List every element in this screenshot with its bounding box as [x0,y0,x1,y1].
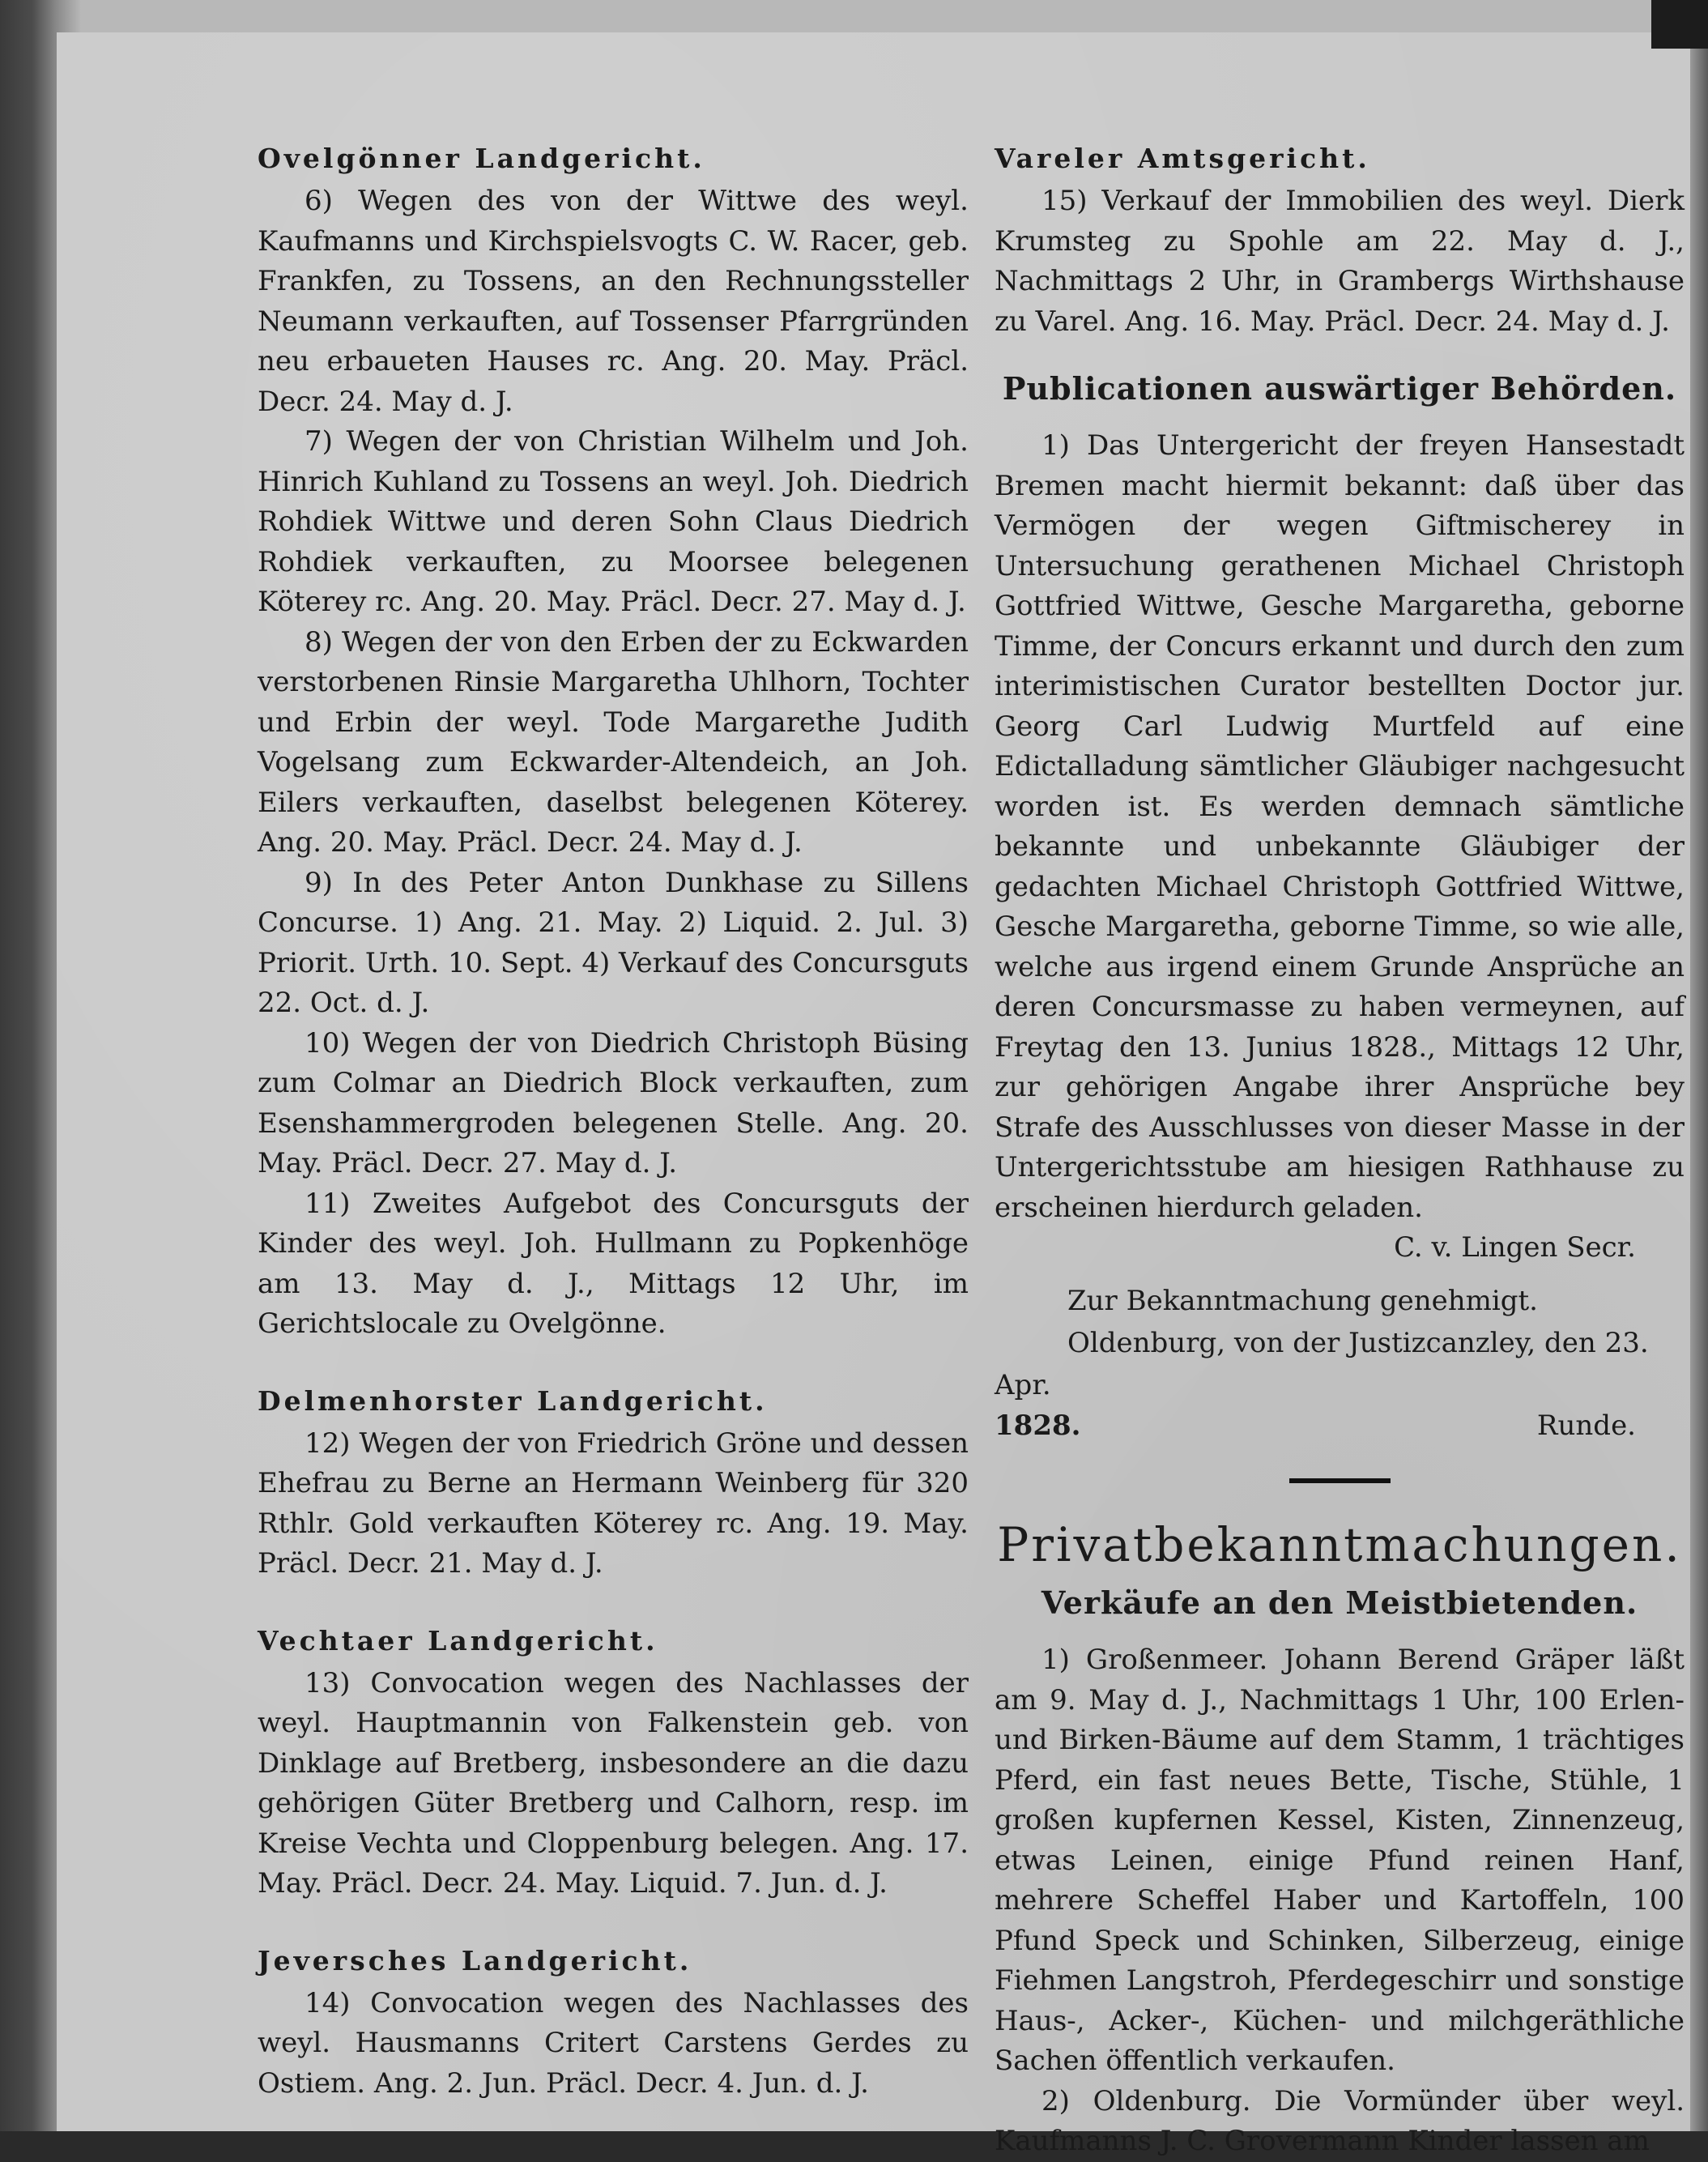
section-heading-auctions: Verkäufe an den Meistbietenden. [1041,1584,1638,1621]
entry-14: 14) Convocation wegen des Nachlasses des weyl. Hausmanns Critert Carstens Gerdes zu Ostiem. Ang. 2. Jun. Präcl. Decr. 4. Jun. d. J. [258,1986,969,2100]
signatory-runde: Runde. [1536,1409,1636,1442]
publication-1: 1) Das Untergericht der freyen Hansestadt Bremen macht hiermit bekannt: daß über das Vermögen der wegen Giftmischerey in Untersuchung gerathenen Michael Christoph Gottfried Wittwe, Gesche Margaretha, geborne Timme, der Concurs erkannt und durch den zum interimistischen Curator bestellten Doctor jur. Georg Carl Ludwig Murtfeld auf eine Edictalladung sämtlicher Gläubiger nachgesucht worden ist. Es werden demnach sämtliche bekannte und unbekannte Gläubiger der gedachten Michael Christoph Gottfried Wittwe, Gesche Margaretha, geborne Timme, so wie alle, welche aus irgend einem Grunde Ansprüche an deren Concursmasse zu haben vermeynen, auf Freytag den 13. Junius 1828., Mittags 12 Uhr, zur gehörigen Angabe ihrer Ansprüche bey Strafe des Ausschlusses von dieser Masse in der Untergerichtsstube am hiesigen Rathhause zu erscheinen hierdurch geladen. [995,429,1685,1224]
entry-12: 12) Wegen der von Friedrich Gröne und dessen Ehefrau zu Berne an Hermann Weinberg für 320 Rthlr. Gold verkauften Köterey rc. Ang. 19. May. Präcl. Decr. 21. May d. J. [258,1426,969,1580]
approval-note: Zur Bekanntmachung genehmigt. [1067,1284,1538,1317]
publication-signature: C. v. Lingen Secr. [1394,1231,1636,1264]
left-column [258,136,969,2104]
auction-2: 2) Oldenburg. Die Vormünder über weyl. Kaufmanns J. C. Grovermann Kinder lassen am [995,2084,1685,2157]
entry-8: 8) Wegen der von den Erben der zu Eckwarden verstorbenen Rinsie Margaretha Uhlhorn, Tochter und Erbin der weyl. Tode Margarethe Judith Vogelsang zum Eckwarder-Altendeich, an Joh. Eilers verkauften, daselbst belegenen Köterey. Ang. 20. May. Präcl. Decr. 24. May d. J. [258,625,969,859]
section-heading-publications: Publicationen auswärtiger Behörden. [1002,370,1677,407]
auction-1: 1) Großenmeer. Johann Berend Gräper läßt am 9. May d. J., Nachmittags 1 Uhr, 100 Erlen- und Birken-Bäume auf dem Stamm, 1 trächtiges Pferd, ein fast neues Bette, Tische, Stühle, 1 großen kupfernen Kessel, Kisten, Zinnenzeug, etwas Leinen, einige Pfund reinen Hanf, mehrere Scheffel Haber und Kartoffeln, 100 Pfund Speck und Schinken, Silberzeug, einige Fiehmen Langstroh, Pferdegeschirr und sonstige Haus-, Acker-, Küchen- und milchgeräthliche Sachen öffentlich verkaufen. [995,1644,1685,2077]
dateline-year: 1828. [995,1409,1081,1442]
dateline: Oldenburg, von der Justizcanzley, den 23. Apr. [995,1326,1649,1401]
section-heading-vechta: Vechtaer Landgericht. [258,1624,658,1657]
entry-15: 15) Verkauf der Immobilien des weyl. Dierk Krumsteg zu Spohle am 22. May d. J., Nachmittags 2 Uhr, in Grambergs Wirthshause zu Varel. Ang. 16. May. Präcl. Decr. 24. May d. J. [995,185,1685,338]
right-column [995,136,1685,2162]
entry-13: 13) Convocation wegen des Nachlasses der weyl. Hauptmannin von Falkenstein geb. von Dinklage auf Bretberg, insbesondere an die dazu gehörigen Güter Bretberg und Calhorn, resp. im Kreise Vechta und Cloppenburg belegen. Ang. 17. May. Präcl. Decr. 24. May. Liquid. 7. Jun. d. J. [258,1666,969,1900]
section-heading-varel: Vareler Amtsgericht. [995,143,1370,174]
section-heading-jever: Jeversches Landgericht. [258,1944,692,1977]
page-edge [1690,0,1708,2131]
section-separator [1289,1478,1391,1483]
section-heading-ovelgoenne: Ovelgönner Landgericht. [258,143,705,174]
entry-9: 9) In des Peter Anton Dunkhase zu Sillens Concurse. 1) Ang. 21. May. 2) Liquid. 2. Jul. 3) Priorit. Urth. 10. Sept. 4) Verkauf des Concursguts 22. Oct. d. J. [258,866,969,1019]
entry-7: 7) Wegen der von Christian Wilhelm und Joh. Hinrich Kuhland zu Tossens an weyl. Joh. Diedrich Rohdiek Wittwe und deren Sohn Claus Diedrich Rohdiek verkauften, zu Moorsee belegenen Köterey rc. Ang. 20. May. Präcl. Decr. 27. May d. J. [258,425,969,618]
section-heading-delmenhorst: Delmenhorster Landgericht. [258,1384,768,1417]
entry-11: 11) Zweites Aufgebot des Concursguts der Kinder des weyl. Joh. Hullmann zu Popkenhöge am 13. May d. J., Mittags 12 Uhr, im Gerichtslocale zu Ovelgönne. [258,1187,969,1340]
scan-corner [1651,0,1708,49]
entry-10: 10) Wegen der von Diedrich Christoph Büsing zum Colmar an Diedrich Block verkauften, zum Esenshammergroden belegenen Stelle. Ang. 20. May. Präcl. Decr. 27. May d. J. [258,1026,969,1179]
section-heading-private-notices: Privatbekanntmachungen. [997,1517,1682,1572]
entry-6: 6) Wegen des von der Wittwe des weyl. Kaufmanns und Kirchspielsvogts C. W. Racer, geb. Frankfen, zu Tossens, an den Rechnungssteller Neumann verkauften, auf Tossenser Pfarrgründen neu erbaueten Hauses rc. Ang. 20. May. Präcl. Decr. 24. May d. J. [258,185,969,418]
